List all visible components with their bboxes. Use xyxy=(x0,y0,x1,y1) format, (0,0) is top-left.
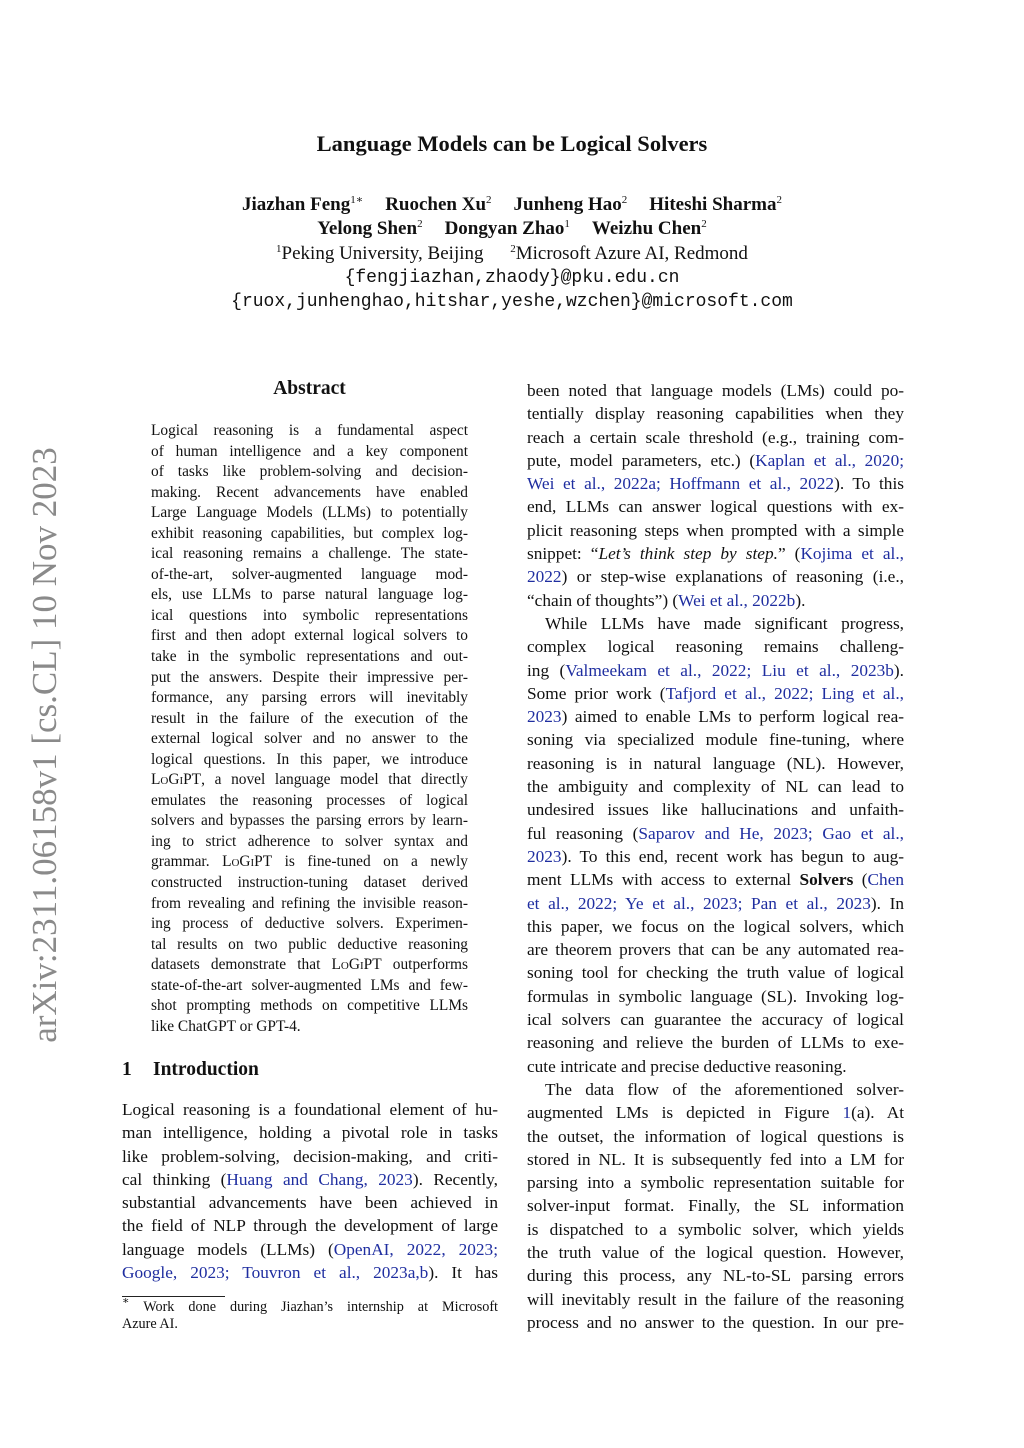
text-line xyxy=(151,709,468,730)
citation-link[interactable]: Kaplan et al., 2020; xyxy=(755,450,905,470)
author-affiliation-mark: 1 xyxy=(564,218,570,230)
text-run: end, LLMs can answer logical questions with ex- xyxy=(527,497,904,517)
arxiv-identifier-stamp: arXiv:2311.06158v1 [cs.CL] 10 Nov 2023 xyxy=(25,447,64,1043)
text-run: , a novel language model that directly xyxy=(201,771,468,789)
text-line xyxy=(151,976,468,997)
text-line xyxy=(151,914,468,935)
text-run: reasoning and relieve the burden of LLMs to exe- xyxy=(527,1033,904,1053)
text-line xyxy=(527,1241,904,1264)
text-line xyxy=(122,1168,498,1191)
text-run: ical questions into symbolic representations xyxy=(151,606,468,624)
citation-link[interactable]: Google, 2023; Touvron et al., 2023a,b xyxy=(122,1263,429,1283)
text-run: pute, model parameters, etc.) ( xyxy=(527,450,756,470)
text-run: logical questions. In this paper, we introduce xyxy=(151,750,468,768)
abstract-body xyxy=(151,421,468,1037)
text-run: ful reasoning ( xyxy=(527,823,639,843)
author xyxy=(385,194,491,215)
text-run: cal thinking ( xyxy=(122,1169,227,1189)
text-line xyxy=(527,1194,904,1217)
citation-link[interactable]: Chen xyxy=(867,870,905,890)
text-line xyxy=(151,873,468,894)
text-run: tentially display reasoning capabilities when they xyxy=(527,404,904,424)
text-line xyxy=(151,524,468,545)
affiliation-name: Peking University, Beijing xyxy=(281,243,484,264)
author xyxy=(242,194,363,215)
footnote-divider xyxy=(122,1296,225,1297)
author xyxy=(514,194,628,215)
text-run: man intelligence, holding a pivotal role in tasks xyxy=(122,1123,498,1143)
author-list-line-2 xyxy=(0,218,1024,240)
text-run: from revealing and refining the invisible reason- xyxy=(151,894,468,912)
text-run: will inevitably result in the failure of the reasoning xyxy=(527,1289,904,1309)
text-line xyxy=(527,495,904,518)
text-run: the outset, the information of logical questions is xyxy=(527,1126,904,1146)
author-name: Ruochen Xu xyxy=(385,194,487,215)
introduction-body xyxy=(122,1098,498,1284)
affiliation xyxy=(276,243,483,264)
text-run: process and no answer to the question. In our pre- xyxy=(527,1312,904,1332)
text-line xyxy=(151,626,468,647)
text-run: parsing into a symbolic representation suitable for xyxy=(527,1173,904,1193)
text-run: ). Recently, xyxy=(412,1169,498,1189)
text-line xyxy=(527,682,904,705)
text-run: plicit reasoning steps when prompted with a simple xyxy=(527,520,904,540)
citation-link[interactable]: Wei et al., 2022b xyxy=(678,590,796,610)
text-line xyxy=(527,635,904,658)
text-run: external logical solver and no answer to the xyxy=(151,730,468,748)
text-line xyxy=(151,1017,468,1038)
text-run: Logical reasoning is a foundational element of hu- xyxy=(122,1100,498,1119)
text-line xyxy=(527,472,904,495)
text-run: reach a certain scale threshold (e.g., training com- xyxy=(527,427,904,447)
text-run: complex logical reasoning remains challeng- xyxy=(527,637,904,657)
citation-link[interactable]: Saparov and He, 2023; Gao et al., xyxy=(638,823,904,843)
text-line xyxy=(527,542,904,565)
author-affiliation-mark: 2 xyxy=(417,218,423,230)
text-run: Some prior work ( xyxy=(527,683,666,703)
text-run: is dispatched to a symbolic solver, which yields xyxy=(527,1219,904,1239)
text-line xyxy=(527,1078,904,1101)
text-line xyxy=(527,565,904,588)
text-run: ical reasoning remains a challenge. The state- xyxy=(151,545,468,563)
text-line xyxy=(527,752,904,775)
text-run: While LLMs have made significant progress, xyxy=(545,613,904,633)
citation-link[interactable]: OpenAI, 2022, 2023; xyxy=(333,1239,498,1259)
text-run: “chain of thoughts”) ( xyxy=(527,590,679,610)
author-list-line-1 xyxy=(0,194,1024,216)
author-name: Weizhu Chen xyxy=(591,218,702,239)
author-affiliation-mark: 2 xyxy=(621,194,628,206)
text-run: els, use LLMs to parse natural language log- xyxy=(151,586,468,604)
text-run: datasets demonstrate that xyxy=(151,956,332,974)
text-line xyxy=(527,449,904,472)
text-run: undesired issues like hallucinations and unfaith- xyxy=(527,800,904,820)
text-line xyxy=(151,729,468,750)
citation-link[interactable]: Kojima et al., xyxy=(800,544,904,564)
text-line xyxy=(527,775,904,798)
text-run: Let’s think step by step. xyxy=(598,544,778,564)
text-run: soning tool for checking the truth value of logical xyxy=(527,963,904,983)
text-run: ing process of deductive solvers. Experimen- xyxy=(151,915,468,933)
author-name: Hiteshi Sharma xyxy=(649,194,777,215)
text-run: like ChatGPT or GPT-4. xyxy=(151,1017,301,1035)
text-line xyxy=(122,1098,498,1121)
text-line xyxy=(527,1311,904,1334)
citation-link[interactable]: 1 xyxy=(842,1103,852,1123)
section-heading-introduction xyxy=(122,1059,259,1081)
text-line xyxy=(151,462,468,483)
citation-link[interactable]: Wei et al., 2022a; Hoffmann et al., 2022 xyxy=(527,474,835,494)
citation-link[interactable]: Tafjord et al., 2022; Ling et al., xyxy=(665,683,904,703)
text-run: ). To this xyxy=(834,474,904,494)
text-run: state-of-the-art solver-augmented LMs and few- xyxy=(151,976,468,994)
text-line xyxy=(527,1125,904,1148)
text-line xyxy=(122,1261,498,1284)
text-line xyxy=(151,442,468,463)
author xyxy=(445,218,570,239)
text-run: of-the-art, solver-augmented language mod- xyxy=(151,565,468,583)
text-run: stored in NL. It is subsequently fed into a LM for xyxy=(527,1149,904,1169)
text-run: the ambiguity and complexity of NL can lead to xyxy=(527,777,904,797)
text-line xyxy=(527,589,904,612)
citation-link[interactable]: 2023 xyxy=(527,846,562,866)
text-line xyxy=(122,1191,498,1214)
abstract-heading: Abstract xyxy=(273,378,346,399)
text-run: The data flow of the aforementioned solver- xyxy=(545,1079,904,1099)
text-line xyxy=(527,1218,904,1241)
text-run: making. Recent advancements have enabled xyxy=(151,483,468,501)
text-line xyxy=(527,379,904,402)
text-run: shot prompting methods on competitive LLMs xyxy=(151,997,468,1015)
citation-link[interactable]: Huang and Chang, 2023 xyxy=(226,1169,413,1189)
text-line xyxy=(122,1238,498,1261)
text-line xyxy=(151,894,468,915)
text-line xyxy=(527,938,904,961)
text-line xyxy=(527,845,904,868)
text-line xyxy=(151,688,468,709)
author-affiliation-mark: 1∗ xyxy=(350,194,364,206)
text-line xyxy=(527,612,904,635)
text-run: ing to strict adherence to solver syntax and xyxy=(151,832,468,850)
text-line xyxy=(527,798,904,821)
right-column-body xyxy=(527,379,904,1334)
email-pku: {fengjiazhan,zhaody}@pku.edu.cn xyxy=(344,268,680,288)
text-line xyxy=(151,996,468,1017)
text-line xyxy=(151,483,468,504)
affiliations xyxy=(0,243,1024,265)
text-line xyxy=(527,402,904,425)
text-line xyxy=(151,544,468,565)
text-line xyxy=(527,1101,904,1124)
text-run: the truth value of the logical question. However, xyxy=(527,1242,904,1262)
text-run: take in the symbolic representations and out- xyxy=(151,648,468,666)
text-run: constructed instruction-tuning dataset derived xyxy=(151,874,468,892)
text-run: outperforms xyxy=(381,956,468,974)
text-run: cute intricate and precise deductive reasoning. xyxy=(527,1056,847,1076)
text-line xyxy=(151,647,468,668)
text-line xyxy=(122,1316,498,1333)
text-run: Work done during Jiazhan’s internship at Microsoft xyxy=(129,1299,498,1315)
text-line xyxy=(151,668,468,689)
text-run: grammar. xyxy=(151,853,223,871)
author xyxy=(649,194,782,215)
text-run: (a). At xyxy=(851,1103,904,1123)
text-run: substantial advancements have been achieved in xyxy=(122,1193,498,1213)
affiliation-mark: 1 xyxy=(276,243,282,255)
author-name: Dongyan Zhao xyxy=(444,218,565,239)
text-run: Logical reasoning is a fundamental aspect xyxy=(151,422,468,439)
author-affiliation-mark: 2 xyxy=(701,218,707,230)
model-name: LoGiPT xyxy=(222,853,273,871)
text-line xyxy=(527,915,904,938)
text-run: been noted that language models (LMs) could po- xyxy=(527,381,904,400)
text-run: formulas in symbolic language (SL). Invoking log- xyxy=(527,986,904,1006)
text-line xyxy=(151,770,468,791)
text-run: augmented LMs is depicted in Figure xyxy=(527,1103,843,1123)
text-run: of human intelligence and a key component xyxy=(151,442,468,460)
citation-link[interactable]: 2022 xyxy=(527,567,562,587)
text-line xyxy=(151,791,468,812)
author-name: Junheng Hao xyxy=(513,194,622,215)
text-line xyxy=(151,955,468,976)
text-line xyxy=(151,832,468,853)
text-line xyxy=(527,1288,904,1311)
text-run: during this process, any NL-to-SL parsing errors xyxy=(527,1266,904,1286)
section-number: 1 xyxy=(122,1059,132,1080)
author xyxy=(317,218,422,239)
text-run: exhibit reasoning capabilities, but complex log- xyxy=(151,524,468,542)
text-run: reasoning is in natural language (NL). However, xyxy=(527,753,904,773)
text-line xyxy=(527,705,904,728)
text-run: are theorem provers that can be any automated rea- xyxy=(527,940,904,960)
text-run: ). It has xyxy=(428,1263,498,1283)
text-run: Azure AI. xyxy=(122,1316,178,1332)
text-line xyxy=(527,822,904,845)
text-run: soning via specialized module fine-tuning, where xyxy=(527,730,904,750)
text-line xyxy=(527,659,904,682)
text-line xyxy=(151,503,468,524)
text-line xyxy=(151,606,468,627)
affiliation-mark: 2 xyxy=(510,243,516,255)
text-line xyxy=(527,1264,904,1287)
text-run: ). In xyxy=(870,893,904,913)
text-run: the field of NLP through the development of large xyxy=(122,1216,498,1236)
text-run: put the answers. Despite their impressive per- xyxy=(151,668,468,686)
text-run: Large Language Models (LLMs) to potentially xyxy=(151,504,468,522)
citation-link[interactable]: 2023 xyxy=(527,707,562,727)
text-run: ” ( xyxy=(777,544,801,564)
text-run: formance, any parsing errors will inevitably xyxy=(151,689,468,707)
text-line xyxy=(151,750,468,771)
text-line xyxy=(527,1055,904,1078)
text-run: snippet: “ xyxy=(527,544,599,564)
text-run: ). xyxy=(893,660,904,680)
text-line xyxy=(527,985,904,1008)
text-line xyxy=(527,868,904,891)
text-run: is fine-tuned on a newly xyxy=(272,853,468,871)
text-line xyxy=(122,1145,498,1168)
model-name: LoGiPT xyxy=(331,956,382,974)
text-line xyxy=(122,1214,498,1237)
author-affiliation-mark: 2 xyxy=(776,194,782,206)
section-title: Introduction xyxy=(153,1059,259,1080)
paper-title: Language Models can be Logical Solvers xyxy=(316,131,708,156)
text-run: ( xyxy=(853,870,868,890)
text-run: first and then adopt external logical solvers to xyxy=(151,627,468,645)
citation-link[interactable]: Valmeekam et al., 2022; Liu et al., 2023b xyxy=(565,660,894,680)
text-run: ). To this end, recent work has begun to aug- xyxy=(561,846,904,866)
text-run: language models (LLMs) ( xyxy=(122,1239,334,1259)
text-run: result in the failure of the execution of the xyxy=(151,709,468,727)
model-name: LoGiPT xyxy=(151,771,202,789)
text-run: ) aimed to enable LMs to perform logical rea- xyxy=(561,707,904,727)
text-line xyxy=(527,892,904,915)
text-run: of tasks like problem-solving and decision- xyxy=(151,463,468,481)
text-line xyxy=(527,426,904,449)
text-line xyxy=(151,935,468,956)
text-line xyxy=(527,961,904,984)
text-run: ). xyxy=(795,590,806,610)
text-run: ical solvers can guarantee the accuracy of logical xyxy=(527,1010,904,1030)
text-run: tal results on two public deductive reasoning xyxy=(151,935,468,953)
text-run: ment LLMs with access to external xyxy=(527,870,800,890)
text-line xyxy=(527,1148,904,1171)
affiliation xyxy=(510,243,748,264)
text-line xyxy=(527,1031,904,1054)
text-run: emulates the reasoning processes of logical xyxy=(151,791,468,809)
text-line xyxy=(151,852,468,873)
text-run: this paper, we focus on the logical solvers, which xyxy=(527,916,904,936)
text-run: solver-input format. Finally, the SL information xyxy=(527,1196,904,1216)
text-line xyxy=(527,1008,904,1031)
text-run: like problem-solving, decision-making, and criti- xyxy=(122,1146,498,1166)
affiliation-name: Microsoft Azure AI, Redmond xyxy=(515,243,748,264)
text-run: ∗ xyxy=(122,1295,130,1307)
text-run: ing ( xyxy=(527,660,566,680)
author-affiliation-mark: 2 xyxy=(486,194,492,206)
email-microsoft: {ruox,junhenghao,hitshar,yeshe,wzchen}@microsoft.com xyxy=(231,292,793,312)
text-line xyxy=(527,1171,904,1194)
text-line xyxy=(151,421,468,442)
text-line xyxy=(122,1121,498,1144)
author xyxy=(592,218,707,239)
text-line xyxy=(122,1295,498,1316)
citation-link[interactable]: et al., 2022; Ye et al., 2023; Pan et al., 2023 xyxy=(527,893,871,913)
text-run: solvers and bypasses the parsing errors by learn- xyxy=(151,812,468,830)
text-run: ) or step-wise explanations of reasoning (i.e., xyxy=(561,567,904,587)
text-line xyxy=(151,811,468,832)
text-line xyxy=(151,585,468,606)
text-line xyxy=(527,519,904,542)
text-run: Solvers xyxy=(799,870,854,890)
text-line xyxy=(527,728,904,751)
author-name: Jiazhan Feng xyxy=(242,194,351,215)
text-line xyxy=(151,565,468,586)
author-name: Yelong Shen xyxy=(317,218,418,239)
footnote xyxy=(122,1295,498,1333)
